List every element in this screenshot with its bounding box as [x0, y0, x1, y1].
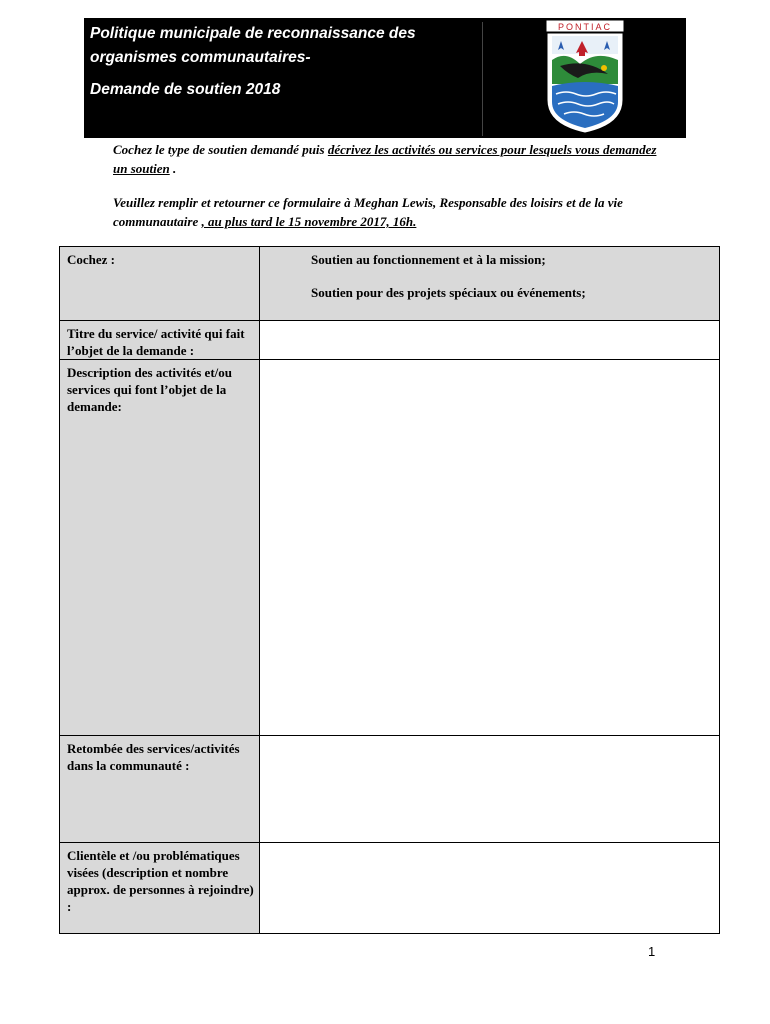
instructions-paragraph-1 [113, 140, 673, 178]
svg-text:PONTIAC: PONTIAC [557, 22, 613, 32]
service-title-label: Titre du service/ activité qui fait l’objet de la demande : [60, 321, 260, 360]
pontiac-logo [546, 20, 624, 134]
header-divider [482, 22, 483, 136]
page-number: 1 [648, 944, 656, 959]
option-operating-support[interactable]: Soutien au fonctionnement et à la mission; [311, 252, 546, 267]
deadline-text: , au plus tard le 15 novembre 2017, 16h. [201, 214, 417, 229]
service-title-field[interactable] [260, 321, 720, 360]
clientele-label: Clientèle et /ou problématiques visées (description et nombre approx. de personnes à rejoindre) : [60, 843, 260, 934]
support-type-options [260, 247, 720, 321]
instructions-underlined: décrivez les activités ou services pour lesquels vous demandez un soutien [113, 142, 657, 176]
support-type-row [60, 247, 720, 321]
description-label: Description des activités et/ou services qui font l’objet de la demande: [60, 360, 260, 736]
community-impact-row [60, 736, 720, 843]
title-line-2: organismes communautaires- [90, 49, 311, 66]
community-impact-field[interactable] [260, 736, 720, 843]
title-line-3: Demande de soutien 2018 [90, 81, 281, 98]
title-line-1: Politique municipale de reconnaissance des [90, 25, 416, 42]
clientele-row [60, 843, 720, 934]
instructions-text: Cochez le type de soutien demandé puis [113, 142, 328, 157]
instructions-paragraph-2 [113, 193, 673, 231]
document-header [84, 18, 686, 138]
service-title-row [60, 321, 720, 360]
description-field[interactable] [260, 360, 720, 736]
description-row [60, 360, 720, 736]
clientele-field[interactable] [260, 843, 720, 934]
return-instructions-text: Veuillez remplir et retourner ce formulaire à Meghan Lewis, Responsable des loisirs et de la vie communautaire [113, 195, 623, 229]
option-special-projects[interactable]: Soutien pour des projets spéciaux ou événements; [311, 285, 586, 300]
instructions-end: . [169, 161, 177, 176]
support-request-form [59, 246, 720, 934]
support-type-label: Cochez : [60, 247, 260, 321]
community-impact-label: Retombée des services/activités dans la communauté : [60, 736, 260, 843]
header-titles [90, 22, 482, 102]
